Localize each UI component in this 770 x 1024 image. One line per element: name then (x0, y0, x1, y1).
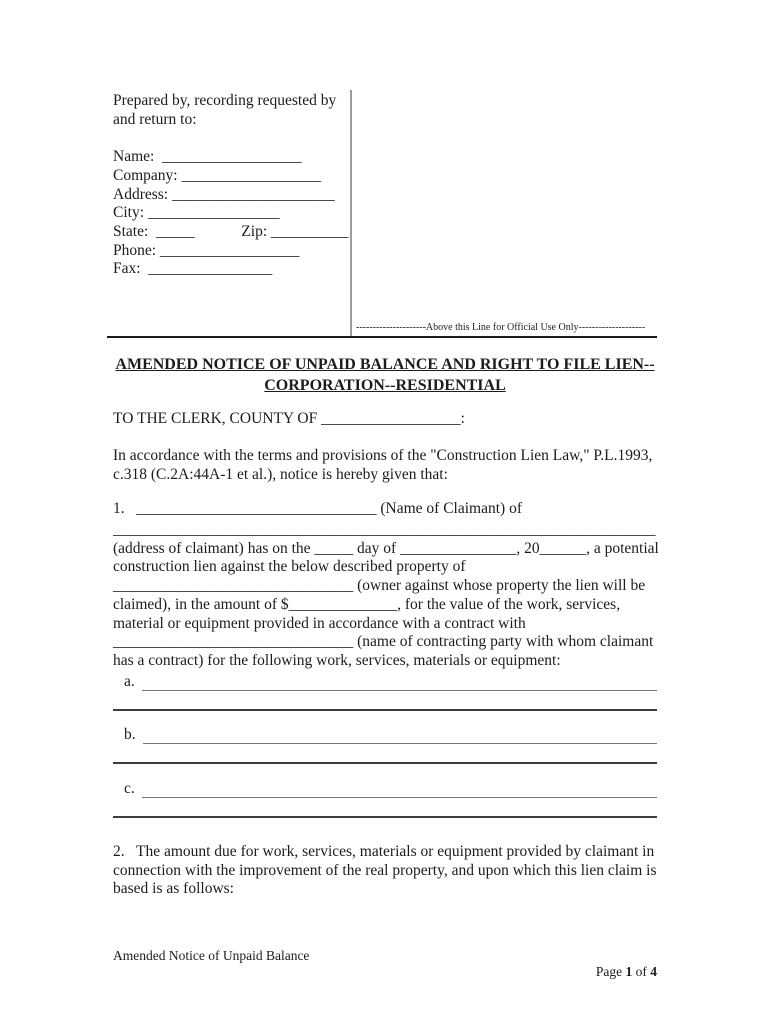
address-blank-line: ______________________________________________________________________ (113, 521, 656, 538)
body-paragraph (113, 521, 673, 671)
vertical-divider (350, 90, 352, 336)
item-c-blank-line-2 (113, 798, 657, 818)
item-a-blank-line-2 (113, 691, 657, 711)
footer-page-total: 4 (650, 964, 657, 979)
item-a-blank-line-1 (142, 690, 657, 691)
item-b-blank-line-2 (113, 744, 657, 764)
body-paragraph-line-8: has a contract) for the following work, services, materials or equipment: (113, 651, 561, 669)
footer-page-word: Page (595, 964, 626, 979)
body-paragraph-line-2: (address of claimant) has on the _____ day of _______________, 20______, a potential (113, 539, 659, 557)
field-address-line: Address: _____________________ (113, 185, 335, 203)
clerk-line: TO THE CLERK, COUNTY OF __________________: (113, 410, 465, 427)
amount-paragraph (113, 843, 657, 899)
body-paragraph-line-5: claimed), in the amount of $______________, for the value of the work, services, (113, 595, 621, 613)
amount-line-2: connection with the improvement of the real property, and upon which this lien claim is (113, 861, 657, 879)
footer-of-word: of (632, 964, 651, 979)
item-c-label: c. (124, 780, 135, 797)
document-title-line-1: AMENDED NOTICE OF UNPAID BALANCE AND RIGHT TO FILE LIEN-- (115, 356, 655, 373)
body-paragraph-line-6: material or equipment provided in accordance with a contract with (113, 614, 526, 632)
claimant-line: 1. _______________________________ (Name of Claimant) of (113, 500, 522, 517)
item-a-label: a. (124, 673, 135, 690)
item-b-label: b. (124, 726, 136, 743)
field-city-line: City: _________________ (113, 204, 280, 222)
intro-paragraph (113, 447, 652, 484)
prepared-by-line-2: and return to: (113, 110, 197, 128)
amount-line-3: based is as follows: (113, 880, 234, 898)
field-name-line: Name: __________________ (113, 148, 302, 166)
footer-page-number: 1 (625, 964, 633, 979)
body-paragraph-line-3: construction lien against the below described property of (113, 558, 466, 576)
official-use-label: ---------------------Above this Line for Official Use Only-------------------- (356, 322, 646, 333)
intro-line-2: c.318 (C.2A:44A-1 et al.), notice is hereby given that: (113, 465, 448, 483)
body-paragraph-line-7: _______________________________ (name of contracting party with whom claimant (113, 633, 654, 651)
item-a (113, 673, 657, 711)
footer-page-indicator (582, 948, 657, 996)
intro-line-1: In accordance with the terms and provisions of the "Construction Lien Law," P.L.1993, (113, 447, 653, 464)
body-paragraph-line-4: _______________________________ (owner against whose property the lien will be (113, 577, 646, 595)
footer-doc-title: Amended Notice of Unpaid Balance (113, 948, 310, 963)
field-phone-line: Phone: __________________ (113, 241, 300, 259)
field-state-zip-line: State: _____ Zip: __________ (113, 222, 349, 240)
prepared-by-block (113, 92, 349, 279)
item-b (113, 726, 657, 764)
prepared-by-line-1: Prepared by, recording requested by (113, 92, 337, 109)
document-title-line-2: CORPORATION--RESIDENTIAL (264, 376, 506, 394)
spacer (113, 129, 349, 148)
horizontal-rule (107, 336, 657, 338)
item-c (113, 780, 657, 818)
document-title (113, 355, 657, 396)
item-c-blank-line-1 (142, 797, 657, 798)
field-fax-line: Fax: ________________ (113, 260, 273, 278)
item-b-blank-line-1 (143, 743, 657, 744)
field-company-line: Company: __________________ (113, 166, 321, 184)
amount-line-1: 2. The amount due for work, services, materials or equipment provided by claimant in (113, 843, 655, 860)
